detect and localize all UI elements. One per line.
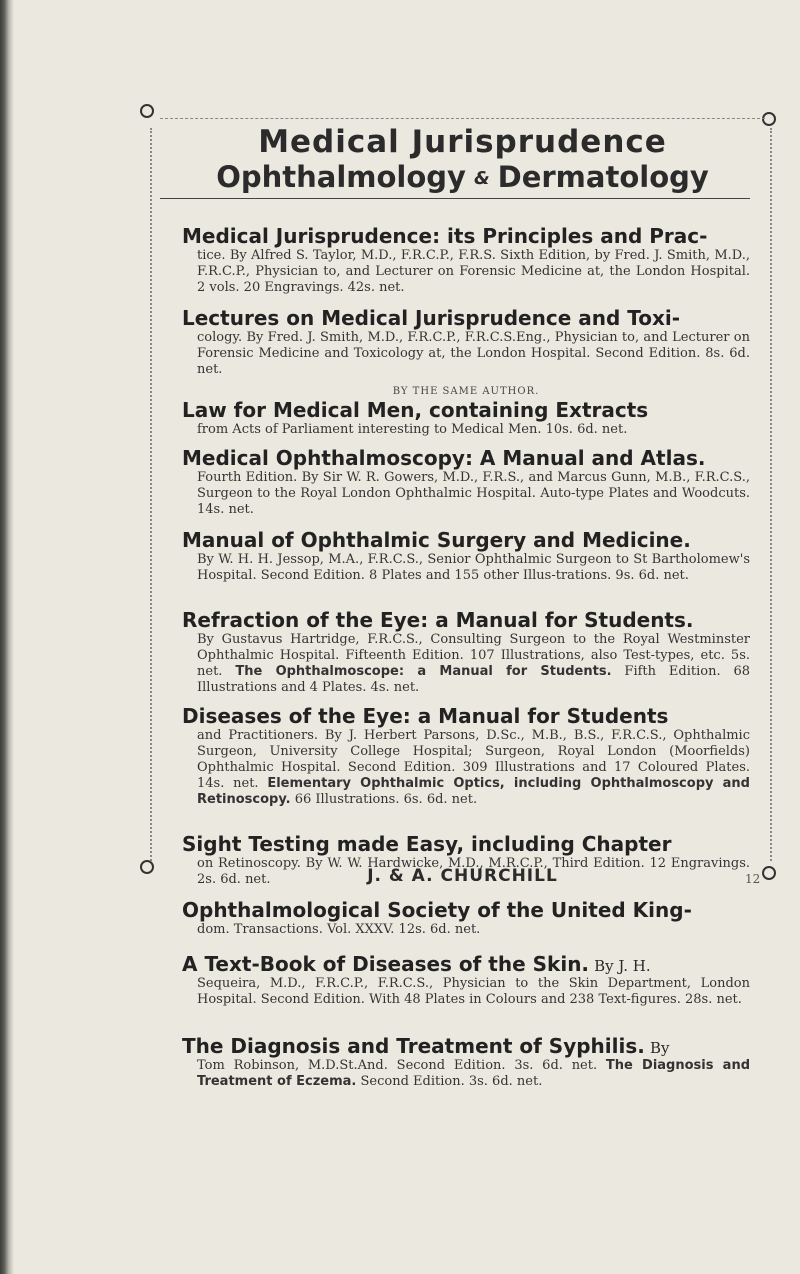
entry-title-line xyxy=(182,1034,750,1058)
entry-title: Ophthalmological Society of the United King- xyxy=(182,898,692,922)
entry-related-title: The Diagnosis and Treatment of Eczema. xyxy=(197,1058,750,1089)
entry-body: Sequeira, M.D., F.R.C.P., F.R.C.S., Physician to the Skin Department, London Hospital. Second Edition. With 48 Plates in Colours and 238 Text-figures. 28s. net. xyxy=(197,976,750,1007)
book-list xyxy=(182,224,750,1090)
title-ampersand: & xyxy=(473,168,490,189)
entry-body-text-after: 66 Illustrations. 6s. 6d. net. xyxy=(294,792,478,807)
entry-title: Medical Ophthalmoscopy: A Manual and Atlas. xyxy=(182,446,706,470)
entry-body-text: By Gustavus Hartridge, F.R.C.S., Consulting Surgeon to the Royal Westminster Ophthalmic Hospital. Fifteenth Edition. 107 Illustrations, also Test-types, etc. 5s. net. xyxy=(197,632,750,679)
entry-title: Manual of Ophthalmic Surgery and Medicine. xyxy=(182,528,691,552)
ornament-corner-bottom-left xyxy=(140,860,154,874)
list-item xyxy=(182,306,750,386)
list-item xyxy=(182,446,750,528)
same-author-note: BY THE SAME AUTHOR. xyxy=(392,386,540,397)
entry-body: dom. Transactions. Vol. XXXV. 12s. 6d. net. xyxy=(197,922,481,937)
entry-body-text: and Practitioners. By J. Herbert Parsons, D.Sc., M.B., B.S., F.R.C.S., Ophthalmic Surgeon, University College Hospital; Surgeon, Royal London (Moorfields) Ophthalmic Hospital. Second Edition. 309 Illustrations and 17 Coloured Plates. 14s. net. xyxy=(197,728,750,791)
entry-body: tice. By Alfred S. Taylor, M.D., F.R.C.P., F.R.S. Sixth Edition, by Fred. J. Smith, M.D., F.R.C.P., Physician to, and Lecturer on Forensic Medicine at, the London Hospital. 2 vols. 20 Engravings. 42s. net. xyxy=(197,248,750,295)
list-item xyxy=(182,832,750,898)
entry-body-text-after: Second Edition. 3s. 6d. net. xyxy=(360,1074,543,1089)
entry-body: By W. H. H. Jessop, M.A., F.R.C.S., Senior Ophthalmic Surgeon to St Bartholomew's Hospital. Second Edition. 8 Plates and 155 other Illus-trations. 9s. 6d. net. xyxy=(197,552,750,583)
ornament-border-top xyxy=(160,118,765,119)
entry-title-tail: By J. H. xyxy=(594,957,651,975)
entry-title: The Diagnosis and Treatment of Syphilis. xyxy=(182,1034,645,1058)
entry-title-line xyxy=(182,952,750,976)
entry-title: Medical Jurisprudence: its Principles and Prac- xyxy=(182,224,708,248)
entry-title-tail: By xyxy=(649,1039,670,1057)
title-dermatology: Dermatology xyxy=(497,160,709,194)
entry-body xyxy=(182,728,750,808)
entry-related-title: Elementary Ophthalmic Optics, including Ophthalmoscopy and Retinoscopy. xyxy=(197,776,750,807)
list-item xyxy=(182,386,750,446)
list-item xyxy=(182,704,750,832)
entry-title: Diseases of the Eye: a Manual for Students xyxy=(182,704,669,728)
title-divider xyxy=(160,198,750,199)
page-title xyxy=(160,124,765,196)
entry-title: Sight Testing made Easy, including Chapter xyxy=(182,832,672,856)
list-item xyxy=(182,608,750,704)
publisher-footer: J. & A. CHURCHILL xyxy=(367,866,558,886)
title-line-2 xyxy=(160,160,765,196)
ornament-corner-top-left xyxy=(140,104,154,118)
entry-related-title: The Ophthalmoscope: a Manual for Students. xyxy=(235,664,612,679)
entry-body: Fourth Edition. By Sir W. R. Gowers, M.D., F.R.S., and Marcus Gunn, M.B., F.R.C.S., Surgeon to the Royal London Ophthalmic Hospital. Auto-type Plates and Woodcuts. 14s. net. xyxy=(197,470,750,517)
book-spine-edge xyxy=(0,0,14,1274)
entry-body: from Acts of Parliament interesting to Medical Men. 10s. 6d. net. xyxy=(197,422,628,437)
title-ophthalmology: Ophthalmology xyxy=(216,160,466,194)
list-item xyxy=(182,952,750,1034)
list-item xyxy=(182,528,750,608)
entry-title: Law for Medical Men, containing Extracts xyxy=(182,398,649,422)
list-item xyxy=(182,898,750,952)
entry-title: Refraction of the Eye: a Manual for Students. xyxy=(182,608,694,632)
entry-body-text-after: Fifth Edition. 68 Illustrations and 4 Plates. 4s. net. xyxy=(197,664,751,695)
entry-body xyxy=(182,632,750,696)
list-item xyxy=(182,224,750,306)
entry-body xyxy=(182,1058,750,1090)
page-number: 12 xyxy=(745,872,761,886)
title-line-1: Medical Jurisprudence xyxy=(258,124,667,160)
entry-body: cology. By Fred. J. Smith, M.D., F.R.C.P., F.R.C.S.Eng., Physician to, and Lecturer on Forensic Medicine and Toxicology at, the London Hospital. Second Edition. 8s. 6d. net. xyxy=(197,330,750,377)
entry-body-text: Tom Robinson, M.D.St.And. Second Edition. 3s. 6d. net. xyxy=(197,1058,598,1073)
list-item xyxy=(182,1034,750,1090)
ornament-border-left xyxy=(150,128,152,861)
entry-body: on Retinoscopy. By W. W. Hardwicke, M.D., M.R.C.P., Third Edition. 12 Engravings. 2s. 6d. net. xyxy=(197,856,750,887)
entry-title: Lectures on Medical Jurisprudence and Toxi- xyxy=(182,306,681,330)
entry-title: A Text-Book of Diseases of the Skin. xyxy=(182,952,590,976)
ornament-border-right xyxy=(770,128,772,861)
